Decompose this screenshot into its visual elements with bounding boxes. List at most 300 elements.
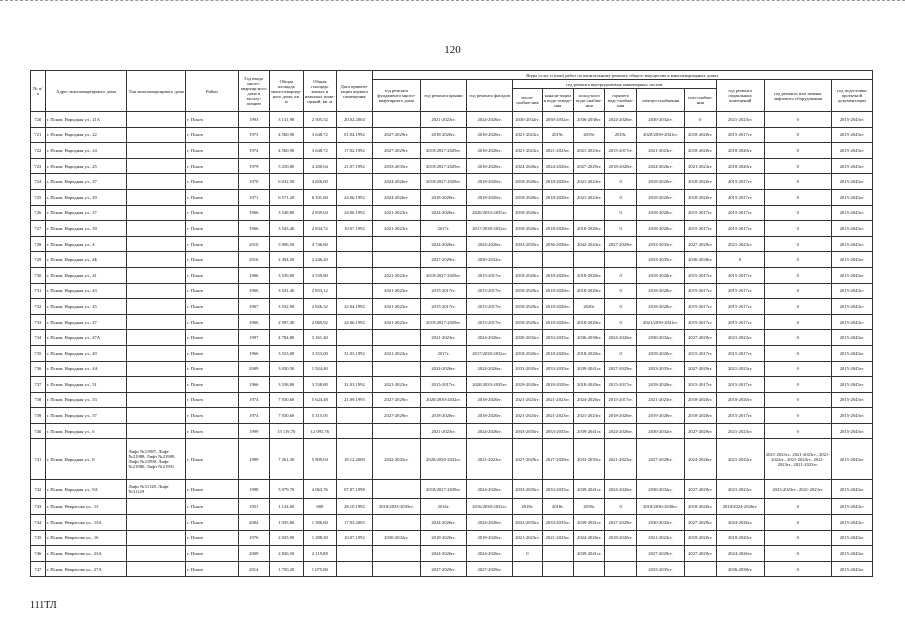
cell-lf: 0	[764, 267, 831, 283]
cell-r: 2015-2017гг.	[420, 377, 466, 393]
cell-la: 680	[303, 499, 337, 515]
cell-g: 2021-2023гг.	[685, 158, 716, 174]
table-row	[31, 423, 873, 439]
cell-c: 2018-2020гг.	[573, 377, 604, 393]
cell-e: 2027-2029гг.	[636, 546, 684, 562]
cell-la: 4 200,64	[303, 158, 337, 174]
cell-year: 1973	[238, 127, 269, 143]
cell-g: 2018-2020гг.	[685, 408, 716, 424]
cell-c: 2042-2043гг.	[573, 236, 604, 252]
cell-c: 2039-2041гг.	[573, 546, 604, 562]
cell-b: 0	[716, 252, 764, 268]
cell-r: 2024-2026гг.	[420, 205, 466, 221]
cell-hw: 2024-2026гг.	[605, 423, 636, 439]
cell-la: 1 075,80	[303, 561, 337, 577]
header-total-area: Общая площадь много-квартир-ного дома, кв. м	[269, 71, 303, 112]
cell-lf: 0	[764, 143, 831, 159]
cell-dist: г. Псков	[186, 221, 238, 237]
cell-addr: г. Псков, Народная ул., 21А	[45, 112, 127, 128]
cell-b: 2021-2023гг.	[716, 361, 764, 377]
cell-year: 1971	[238, 189, 269, 205]
cell-h: 2018г.	[513, 499, 542, 515]
cell-fa: 2024-2026гг.	[467, 423, 513, 439]
cell-dist: г. Псков	[186, 127, 238, 143]
cell-fa: 2024-2026гг.	[467, 515, 513, 531]
cell-c: 2018-2020гг.	[573, 221, 604, 237]
cell-r: 2019/2027-2029гг.	[420, 314, 466, 330]
cell-ta: 3 541,40	[269, 283, 303, 299]
cell-dist: г. Псков	[186, 392, 238, 408]
cell-s: 2018-2020гг.	[542, 299, 573, 315]
cell-fa: 2024-2026гг.	[467, 330, 513, 346]
cell-h: 2033-2035гг.	[513, 361, 542, 377]
cell-fa: 2021-2023гг.	[467, 439, 513, 480]
cell-f: 2027-2029гг.	[372, 392, 420, 408]
cell-h: 2018-2020гг.	[513, 221, 542, 237]
cell-h: 2021-2023гг.	[513, 530, 542, 546]
cell-e: 2018-2020гг.	[636, 283, 684, 299]
cell-r: 2018-2020гг.	[420, 530, 466, 546]
table-row	[31, 392, 873, 408]
cell-p: 2015-2043гг.	[831, 530, 872, 546]
cell-date	[337, 283, 373, 299]
cell-s: 2021-2023гг.	[542, 143, 573, 159]
cell-type	[127, 252, 186, 268]
cell-n: 725	[31, 189, 46, 205]
header-foundation: год ремонта фундамента много-квартирного дома	[372, 80, 420, 112]
cell-ta: 4 784,80	[269, 330, 303, 346]
cell-hw: 0	[605, 283, 636, 299]
cell-c: 2021-2023гг.	[573, 174, 604, 190]
cell-year: 2009	[238, 546, 269, 562]
scan-edge	[0, 0, 905, 3]
cell-addr: г. Псков, Народная ул., 24	[45, 143, 127, 159]
cell-year: 2009	[238, 361, 269, 377]
table-row	[31, 299, 873, 315]
cell-fa: 2024-2026гг.	[467, 112, 513, 128]
cell-g: 2018-2020гг.	[685, 143, 716, 159]
cell-c	[573, 205, 604, 221]
cell-n: 745	[31, 530, 46, 546]
cell-la: 6 101,60	[303, 189, 337, 205]
cell-dist: г. Псков	[186, 345, 238, 361]
cell-lf: 0	[764, 499, 831, 515]
cell-h	[513, 252, 542, 268]
cell-lf: 0	[764, 345, 831, 361]
cell-s	[542, 205, 573, 221]
cell-ta: 4 560,90	[269, 127, 303, 143]
cell-p: 2015-2043гг.	[831, 561, 872, 577]
cell-hw: 2024-2026гг.	[605, 480, 636, 499]
cell-s: 2018-2020гг.	[542, 283, 573, 299]
cell-year: 1951	[238, 499, 269, 515]
cell-type	[127, 112, 186, 128]
cell-dist: г. Псков	[186, 205, 238, 221]
cell-r: 2024-2026гг.	[420, 236, 466, 252]
cell-h: 0	[513, 546, 542, 562]
cell-s: 2033-2035гг.	[542, 330, 573, 346]
cell-hw: 2024-2026гг.	[605, 330, 636, 346]
cell-s: 2033-2035гг.	[542, 361, 573, 377]
cell-g: 0	[685, 112, 716, 128]
cell-c: 2020г.	[573, 299, 604, 315]
capital-repair-table	[30, 70, 873, 577]
cell-dist: г. Псков	[186, 561, 238, 577]
cell-s: 2024-2026гг.	[542, 158, 573, 174]
cell-p: 2015-2043гг.	[831, 158, 872, 174]
header-privat-date: Дата привати-зации первого помещения	[337, 71, 373, 112]
cell-addr: г. Псков, Некрасова ул., 13	[45, 499, 127, 515]
cell-n: 741	[31, 439, 46, 480]
cell-b: 2021-2023гг.	[716, 112, 764, 128]
cell-r: 2016г.	[420, 499, 466, 515]
cell-addr: г. Псков, Некрасова ул., 15А	[45, 515, 127, 531]
cell-la: 2 834,72	[303, 221, 337, 237]
cell-fa: 2018-2020гг.	[467, 127, 513, 143]
cell-fa: 2015-2017гг.	[467, 299, 513, 315]
cell-fa: 2016/2030-2032гг.	[467, 499, 513, 515]
header-hot: горячего водо-снабже-ния	[605, 89, 636, 112]
cell-p: 2015-2043гг.	[831, 174, 872, 190]
cell-hw: 2015-2017гг.	[605, 143, 636, 159]
cell-ta: 4 560,90	[269, 143, 303, 159]
cell-ta: 2 826,50	[269, 546, 303, 562]
cell-dist: г. Псков	[186, 236, 238, 252]
cell-r: 2024-2026гг.	[420, 515, 466, 531]
cell-date: 28.10.1992	[337, 499, 373, 515]
cell-date: 21.09.1993	[337, 392, 373, 408]
header-electric: электро-снабжения	[636, 89, 684, 112]
cell-r: 2018-2020гг.	[420, 408, 466, 424]
cell-b: 2024-2026гг.	[716, 515, 764, 531]
cell-fa: 2024-2026гг.	[467, 361, 513, 377]
cell-c: 2024-2026гг.	[573, 392, 604, 408]
cell-e: 2033-2035гг.	[636, 561, 684, 577]
cell-s: 2018-2020гг.	[542, 314, 573, 330]
cell-dist: г. Псков	[186, 439, 238, 480]
table-row	[31, 221, 873, 237]
cell-fa: 2020/2033-2035гг.	[467, 205, 513, 221]
cell-dist: г. Псков	[186, 143, 238, 159]
cell-b: 2015-2017гг.	[716, 189, 764, 205]
table-row	[31, 330, 873, 346]
cell-year: 1979	[238, 158, 269, 174]
cell-p: 2015-2043гг.	[831, 439, 872, 480]
cell-g: 2015-2017гг.	[685, 221, 716, 237]
cell-dist: г. Псков	[186, 408, 238, 424]
cell-p: 2015-2043гг.	[831, 252, 872, 268]
cell-date: 24.06.1992	[337, 205, 373, 221]
cell-c: 2018-2020гг.	[573, 267, 604, 283]
cell-addr: г. Псков, Народная ул., 27	[45, 174, 127, 190]
cell-date: 22.04.1992	[337, 299, 373, 315]
cell-la: 3 161,40	[303, 330, 337, 346]
cell-h: 2018-2020гг.	[513, 267, 542, 283]
table-row	[31, 561, 873, 577]
cell-lf: 0	[764, 314, 831, 330]
cell-hw	[605, 561, 636, 577]
cell-n: 747	[31, 561, 46, 577]
cell-c: 2021-2023гг.	[573, 408, 604, 424]
cell-h: 2018-2020гг.	[513, 283, 542, 299]
cell-r: 2019/2027-2029гг.	[420, 174, 466, 190]
table-row	[31, 530, 873, 546]
cell-f: 2021-2023гг.	[372, 345, 420, 361]
cell-date	[337, 423, 373, 439]
cell-ta: 3 131,90	[269, 112, 303, 128]
cell-fa: 2017/2030-2032гг.	[467, 345, 513, 361]
cell-b: 2018-2020гг.	[716, 143, 764, 159]
cell-b: 2015-2017гг.	[716, 267, 764, 283]
cell-s: 2033-2035гг.	[542, 423, 573, 439]
cell-addr: г. Псков, Народная ул., 4А	[45, 361, 127, 377]
cell-r: 2027-2029гг.	[420, 561, 466, 577]
cell-p: 2015-2043гг.	[831, 143, 872, 159]
cell-ta: 3 532,90	[269, 299, 303, 315]
cell-type	[127, 236, 186, 252]
cell-la: 1 924,40	[303, 361, 337, 377]
cell-addr: г. Псков, Некрасова ул., 27А	[45, 561, 127, 577]
cell-r: 2027-2029гг.	[420, 252, 466, 268]
cell-addr: г. Псков, Народная ул., 51	[45, 377, 127, 393]
table-row	[31, 546, 873, 562]
table-row	[31, 283, 873, 299]
cell-year: 1974	[238, 392, 269, 408]
cell-g: 2018-2020гг.	[685, 189, 716, 205]
cell-p: 2015-2043гг.	[831, 361, 872, 377]
cell-s	[542, 546, 573, 562]
cell-f: 2027-2029гг.	[372, 143, 420, 159]
cell-p: 2015-2043гг.	[831, 392, 872, 408]
cell-type	[127, 345, 186, 361]
cell-r: 2015-2017гг.	[420, 299, 466, 315]
cell-type	[127, 299, 186, 315]
cell-g: 2027-2029гг.	[685, 361, 716, 377]
cell-ta: 3 539,80	[269, 267, 303, 283]
cell-hw: 0	[605, 499, 636, 515]
cell-year: 1998	[238, 480, 269, 499]
cell-f	[372, 112, 420, 128]
table-row	[31, 174, 873, 190]
table-row	[31, 345, 873, 361]
header-living-area: Общая площадь жилых и нежилых поме-щений, кв. м	[303, 71, 337, 112]
cell-lf: 0	[764, 515, 831, 531]
cell-year: 2004	[238, 515, 269, 531]
cell-date: 17.03.2005	[337, 515, 373, 531]
cell-date	[337, 174, 373, 190]
cell-year: 1997	[238, 330, 269, 346]
cell-date: 18.12.2000	[337, 439, 373, 480]
cell-b: 2015-2017гг.	[716, 283, 764, 299]
cell-ta: 3 548,80	[269, 205, 303, 221]
cell-p: 2015-2043гг.	[831, 189, 872, 205]
cell-b: 2015-2017гг.	[716, 377, 764, 393]
cell-addr: г. Псков, Некрасова ул., 23А	[45, 546, 127, 562]
cell-f	[372, 515, 420, 531]
cell-addr: г. Псков, Народная ул., 8А	[45, 480, 127, 499]
cell-dist: г. Псков	[186, 314, 238, 330]
cell-fa: 2015-2017гг.	[467, 314, 513, 330]
cell-s: 2018-2020гг.	[542, 345, 573, 361]
cell-h: 2018-2020гг.	[513, 345, 542, 361]
cell-r: 2019/2027-2029гг.	[420, 267, 466, 283]
header-address: Адрес многоквартирного дома	[45, 71, 127, 112]
cell-p: 2015-2043гг.	[831, 377, 872, 393]
cell-dist: г. Псков	[186, 283, 238, 299]
cell-h: 2021-2023гг.	[513, 392, 542, 408]
cell-fa: 2015-2017гг.	[467, 283, 513, 299]
cell-n: 726	[31, 205, 46, 221]
cell-dist: г. Псков	[186, 174, 238, 190]
cell-hw: 2015-2017гг.	[605, 377, 636, 393]
cell-year: 1966	[238, 283, 269, 299]
cell-b: 2015-2017гг.	[716, 205, 764, 221]
cell-e: 2019-2020гг.	[636, 408, 684, 424]
cell-c: 2018-2020гг.	[573, 314, 604, 330]
cell-h: 2018-2020гг.	[513, 205, 542, 221]
cell-f: 2021-2023гг.	[372, 221, 420, 237]
cell-n: 720	[31, 112, 46, 128]
cell-b: 2015-2017гг.	[716, 314, 764, 330]
cell-c: 2036-2038гг.	[573, 112, 604, 128]
table-row	[31, 377, 873, 393]
cell-dist: г. Псков	[186, 361, 238, 377]
cell-g: 2018-2020гг.	[685, 499, 716, 515]
cell-f: 2027-2029гг.	[372, 127, 420, 143]
cell-addr: г. Псков, Народная ул., 57	[45, 408, 127, 424]
cell-h: 2018-2020гг.	[513, 314, 542, 330]
cell-h: 2018-2020гг.	[513, 299, 542, 315]
cell-lf: 0	[764, 330, 831, 346]
cell-e: 2021-2023гг.	[636, 392, 684, 408]
cell-e: 2018-2020гг.	[636, 299, 684, 315]
cell-hw: 2027-2029гг.	[605, 236, 636, 252]
cell-lf: 0	[764, 423, 831, 439]
cell-hw: 2024-2026гг.	[605, 112, 636, 128]
cell-s	[542, 561, 573, 577]
cell-h: 2033-2035гг.	[513, 236, 542, 252]
cell-e: 2027-2029гг.	[636, 439, 684, 480]
cell-addr: г. Псков, Народная ул., 53	[45, 392, 127, 408]
cell-la: 2 069,92	[303, 314, 337, 330]
cell-type	[127, 189, 186, 205]
cell-n: 739	[31, 408, 46, 424]
table-row	[31, 361, 873, 377]
cell-fa: 2018-2020гг.	[467, 158, 513, 174]
cell-ta: 1 124,00	[269, 499, 303, 515]
cell-type	[127, 408, 186, 424]
header-district: Район	[186, 71, 238, 112]
table-row	[31, 314, 873, 330]
cell-n: 744	[31, 515, 46, 531]
table-row	[31, 158, 873, 174]
cell-lf: 0	[764, 561, 831, 577]
cell-b: 2015-2017гг.	[716, 127, 764, 143]
cell-type	[127, 377, 186, 393]
cell-date	[337, 546, 373, 562]
cell-h: 2030-2032гг.	[513, 330, 542, 346]
cell-f	[372, 423, 420, 439]
cell-type	[127, 361, 186, 377]
cell-c	[573, 561, 604, 577]
cell-h: 2033-2035гг.	[513, 515, 542, 531]
cell-dist: г. Псков	[186, 299, 238, 315]
cell-r: 2017г.	[420, 221, 466, 237]
cell-date: 31.03.1992	[337, 377, 373, 393]
cell-ta: 3 543,40	[269, 221, 303, 237]
cell-year: 1974	[238, 408, 269, 424]
cell-c: 2039-2041гг.	[573, 480, 604, 499]
cell-date: 24.06.1992	[337, 189, 373, 205]
cell-n: 727	[31, 221, 46, 237]
cell-addr: г. Псков, Народная ул., 47	[45, 314, 127, 330]
cell-type: Лифт №21987, Лифт №21988, Лифт №21989, Лифт №21990, Лифт №21986, Лифт №21991	[127, 439, 186, 480]
cell-year: 2010	[238, 236, 269, 252]
table-row	[31, 252, 873, 268]
cell-dist: г. Псков	[186, 515, 238, 531]
cell-lf: 0	[764, 112, 831, 128]
cell-ta: 1 935,80	[269, 515, 303, 531]
cell-n: 729	[31, 252, 46, 268]
cell-f: 2021-2023гг.	[372, 299, 420, 315]
cell-b: 2021-2023гг.	[716, 480, 764, 499]
cell-p: 2015-2043гг.	[831, 299, 872, 315]
header-inner-group: год ремонта внутридомовых инженерных систем	[513, 80, 716, 89]
cell-h: 2021-2023гг.	[513, 143, 542, 159]
cell-s	[542, 252, 573, 268]
cell-g: 2027-2029гг.	[685, 236, 716, 252]
cell-addr: г. Псков, Народная ул., 22	[45, 127, 127, 143]
header-sewer: канали-зации и водо-отведе-ния	[542, 89, 573, 112]
cell-n: 723	[31, 158, 46, 174]
header-project: год подготовки проектной документации	[831, 80, 872, 112]
cell-b: 2015-2017гг.	[716, 345, 764, 361]
cell-type	[127, 158, 186, 174]
cell-e: 2021/2039-2041гг.	[636, 314, 684, 330]
cell-date: 20.02.2004	[337, 112, 373, 128]
cell-year: 1966	[238, 267, 269, 283]
cell-p: 2015-2043гг.	[831, 112, 872, 128]
cell-f	[372, 236, 420, 252]
cell-addr: г. Псков, Народная ул., 47А	[45, 330, 127, 346]
cell-la: 3 553,00	[303, 345, 337, 361]
header-heat: тепло-снабже-ния	[513, 89, 542, 112]
cell-fa: 2018-2020гг.	[467, 174, 513, 190]
cell-e: 2030-2032гг.	[636, 330, 684, 346]
cell-c: 2027-2029гг.	[573, 158, 604, 174]
cell-date	[337, 330, 373, 346]
cell-date	[337, 361, 373, 377]
cell-year: 1966	[238, 221, 269, 237]
cell-la: 4 746,60	[303, 236, 337, 252]
cell-f: 2021-2023гг.	[372, 314, 420, 330]
cell-s: 2018-2020гг.	[542, 267, 573, 283]
cell-dist: г. Псков	[186, 267, 238, 283]
cell-date	[337, 561, 373, 577]
cell-e: 2020/2039-2041гг.	[636, 127, 684, 143]
cell-type: Лифт №31128, Лифт №31129	[127, 480, 186, 499]
cell-date	[337, 408, 373, 424]
cell-ta: 5 250,80	[269, 158, 303, 174]
cell-ta: 5 079,70	[269, 480, 303, 499]
cell-g: 2027-2029гг.	[685, 480, 716, 499]
cell-la: 2 246,20	[303, 252, 337, 268]
cell-fa: 2018-2020гг.	[467, 143, 513, 159]
cell-year: 1989	[238, 439, 269, 480]
cell-ta: 7 261,30	[269, 439, 303, 480]
cell-r: 2017г.	[420, 345, 466, 361]
cell-c: 2018-2020гг.	[573, 345, 604, 361]
